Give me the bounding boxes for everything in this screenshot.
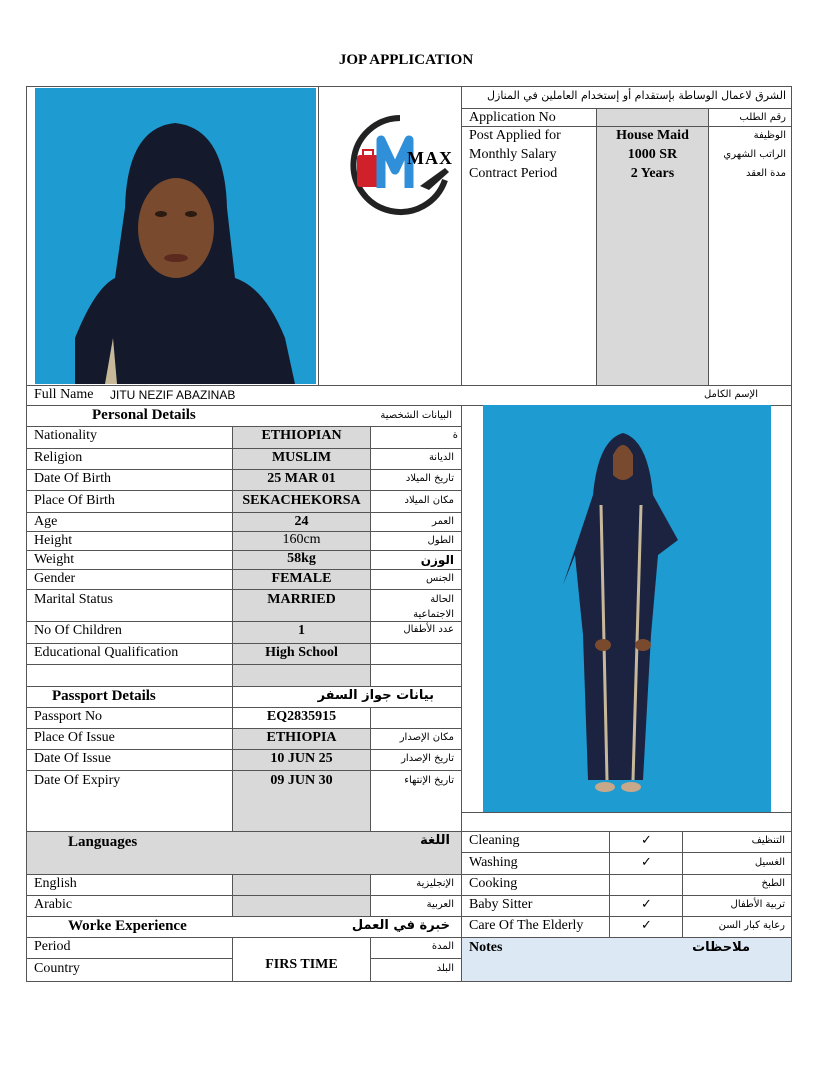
personal-details-heading: Personal Details	[92, 407, 196, 423]
nationality-label: Nationality	[34, 428, 97, 443]
contract-period-value: 2 Years	[630, 166, 675, 181]
passport-no-value: EQ2835915	[266, 709, 337, 724]
post-applied-ar: الوظيفة	[753, 130, 786, 141]
age-label: Age	[34, 514, 58, 529]
date-of-issue-ar: تاريخ الإصدار	[401, 753, 454, 764]
baby-sitter-check-icon: ✓	[641, 897, 652, 912]
age-value: 24	[294, 514, 309, 529]
full-name-value: JITU NEZIF ABAZINAB	[110, 388, 236, 402]
work-experience-heading: Worke Experience	[68, 918, 187, 934]
monthly-salary-value: 1000 SR	[627, 147, 678, 162]
religion-value: MUSLIM	[271, 450, 332, 465]
monthly-salary-ar: الراتب الشهري	[723, 149, 786, 160]
application-no-ar: رقم الطلب	[739, 112, 786, 123]
place-of-birth-value: SEKACHEKORSA	[242, 493, 361, 508]
period-label: Period	[34, 939, 71, 954]
place-of-birth-label: Place Of Birth	[34, 493, 115, 508]
languages-heading-ar: اللغة	[420, 833, 450, 848]
date-of-expiry-label: Date Of Expiry	[34, 773, 121, 788]
country-ar: البلد	[436, 963, 454, 974]
height-value: 160cm	[282, 532, 321, 547]
post-applied-label: Post Applied for	[469, 128, 561, 143]
place-of-issue-ar: مكان الإصدار	[399, 732, 454, 743]
gender-value: FEMALE	[271, 571, 332, 586]
passport-no-label: Passport No	[34, 709, 103, 724]
agency-name-ar: الشرق لاعمال الوساطة بإستقدام أو إستخدام العاملين في المنازل	[487, 89, 786, 102]
baby-sitter-label: Baby Sitter	[469, 897, 533, 912]
nationality-value: ETHIOPIAN	[261, 428, 342, 443]
weight-ar: الوزن	[420, 553, 454, 567]
notes-label: Notes	[469, 940, 503, 955]
date-of-birth-value: 25 MAR 01	[267, 471, 336, 486]
elderly-care-ar: رعاية كبار السن	[718, 920, 785, 931]
country-label: Country	[34, 961, 80, 976]
arabic-label: Arabic	[34, 897, 73, 912]
arabic-ar: العربية	[426, 899, 454, 910]
place-of-issue-label: Place Of Issue	[34, 730, 115, 745]
contract-period-label: Contract Period	[469, 166, 558, 181]
children-ar: عدد الأطفال	[403, 624, 454, 635]
cleaning-check-icon: ✓	[641, 833, 652, 848]
education-label: Educational Qualification	[34, 645, 179, 660]
cooking-label: Cooking	[469, 876, 518, 891]
logo-text: MAX	[407, 148, 453, 168]
post-applied-value: House Maid	[616, 128, 689, 143]
personal-details-heading-ar: البيانات الشخصية	[380, 410, 452, 421]
children-value: 1	[298, 623, 305, 638]
baby-sitter-ar: تربية الأطفال	[730, 899, 785, 910]
nationality-ar: ة	[452, 430, 458, 441]
height-label: Height	[34, 533, 73, 548]
passport-details-heading-ar: بيانات جواز السفر	[317, 688, 434, 703]
elderly-care-check-icon: ✓	[641, 918, 652, 933]
washing-label: Washing	[469, 855, 518, 870]
page-title: JOP APPLICATION	[338, 52, 474, 68]
english-ar: الإنجليزية	[416, 878, 454, 889]
age-ar: العمر	[432, 516, 454, 527]
marital-status-label: Marital Status	[34, 592, 113, 607]
weight-label: Weight	[34, 552, 75, 567]
religion-ar: الديانة	[428, 452, 454, 463]
passport-details-heading: Passport Details	[52, 688, 156, 704]
work-experience-value: FIRS TIME	[265, 957, 338, 972]
date-of-expiry-ar: تاريخ الإنتهاء	[404, 775, 454, 786]
gender-label: Gender	[34, 571, 76, 586]
contract-period-ar: مدة العقد	[746, 168, 786, 179]
notes-ar: ملاحظات	[692, 940, 750, 955]
place-of-birth-ar: مكان الميلاد	[404, 495, 454, 506]
elderly-care-label: Care Of The Elderly	[469, 918, 584, 933]
place-of-issue-value: ETHIOPIA	[266, 730, 337, 745]
height-ar: الطول	[427, 535, 454, 546]
date-of-issue-label: Date Of Issue	[34, 751, 111, 766]
cleaning-label: Cleaning	[469, 833, 520, 848]
full-name-label: Full Name	[34, 387, 94, 402]
date-of-expiry-value: 09 JUN 30	[270, 773, 333, 788]
religion-label: Religion	[34, 450, 83, 465]
cooking-ar: الطبخ	[761, 878, 785, 889]
languages-heading: Languages	[68, 834, 138, 850]
work-experience-heading-ar: خبرة في العمل	[351, 918, 450, 933]
education-value: High School	[265, 645, 338, 660]
full-name-ar: الإسم الكامل	[703, 389, 758, 400]
gender-ar: الجنس	[425, 573, 454, 584]
children-label: No Of Children	[34, 623, 122, 638]
washing-ar: الغسيل	[754, 857, 785, 868]
agency-logo	[345, 110, 455, 220]
english-label: English	[34, 876, 77, 891]
headshot-photo	[35, 88, 316, 384]
marital-status-value: MARRIED	[267, 592, 336, 607]
cleaning-ar: التنظيف	[751, 835, 785, 846]
weight-value: 58kg	[287, 551, 316, 566]
period-ar: المدة	[431, 941, 454, 952]
date-of-birth-label: Date Of Birth	[34, 471, 111, 486]
marital-status-ar: الحالة الاجتماعية	[413, 594, 454, 620]
monthly-salary-label: Monthly Salary	[469, 147, 557, 162]
full-body-photo	[483, 405, 771, 812]
date-of-issue-value: 10 JUN 25	[270, 751, 333, 766]
application-no-label: Application No	[469, 110, 556, 125]
date-of-birth-ar: تاريخ الميلاد	[405, 473, 454, 484]
washing-check-icon: ✓	[641, 855, 652, 870]
